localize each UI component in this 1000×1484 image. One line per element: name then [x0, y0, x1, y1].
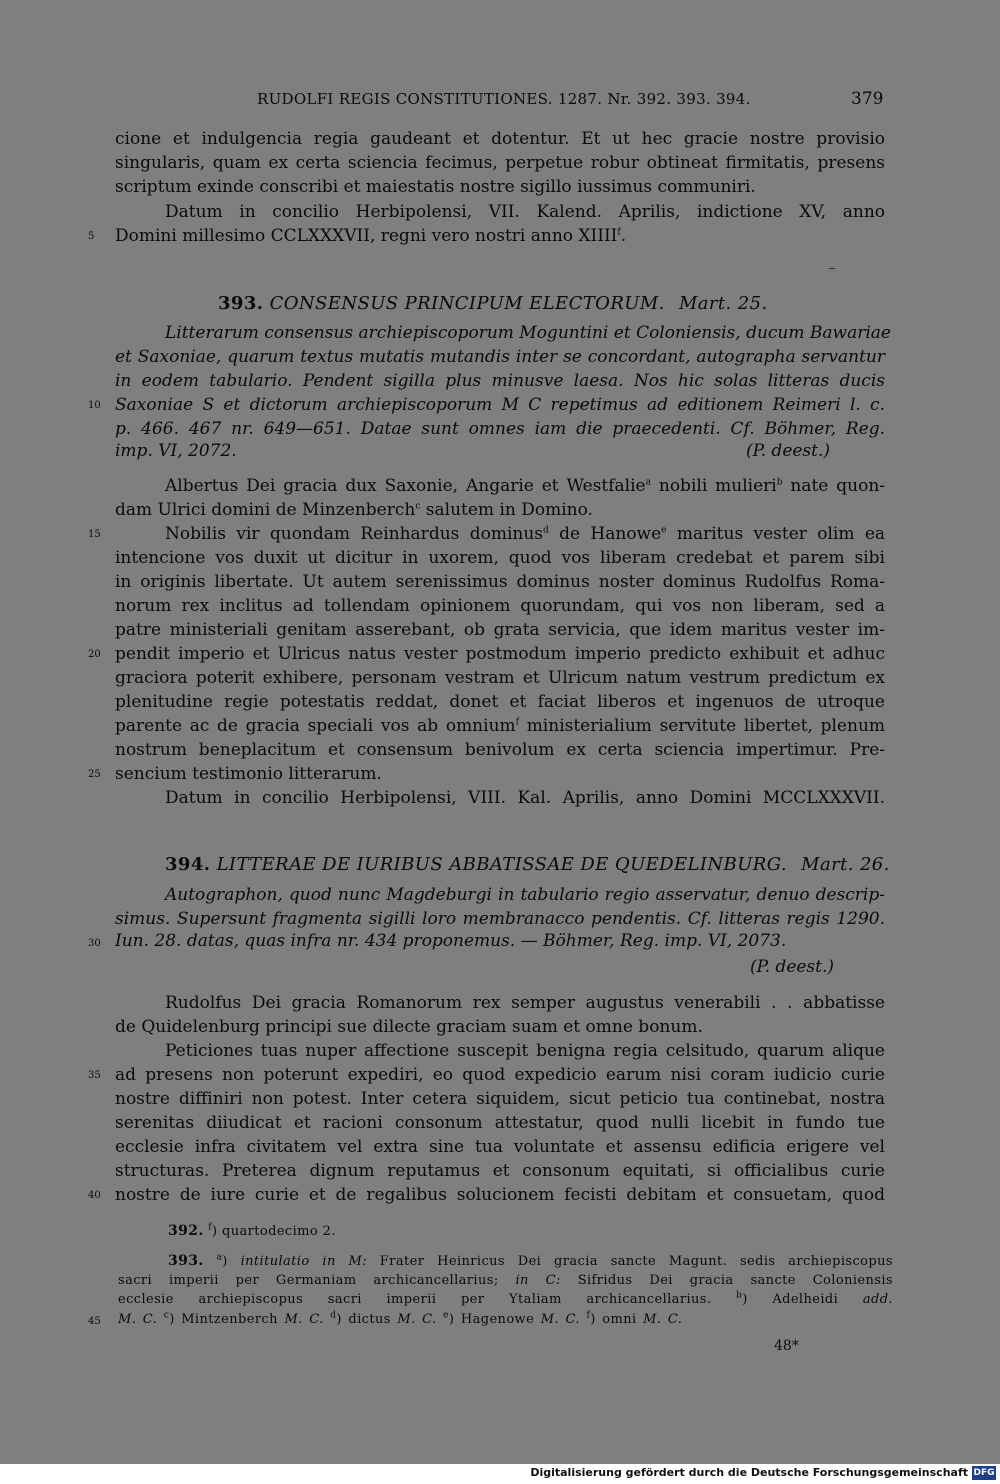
footnote-text: Adelheidi: [772, 1292, 839, 1307]
body-text: nate quon-: [790, 476, 886, 496]
footnote-text: ecclesie archiepiscopus sacri imperii per Ytaliam archicancellarius.: [118, 1292, 712, 1307]
editorial-note-line: et Saxoniae, quarum textus mutatis mutandis inter se concordant, autographa servantur: [115, 347, 885, 367]
footnote-393-line: M. C. $^c$) Mintzenberch M. C. $^d$) dictus M. C. $^e$) Hagenowe M. C. $^f$) omni M. C.: [118, 1310, 683, 1327]
footnote-text: M. C.: [540, 1312, 580, 1327]
footnote-text: add.: [862, 1292, 893, 1307]
footnote-mark: d: [543, 525, 549, 536]
body-line: [165, 522, 885, 546]
body-text: nobili mulieri: [658, 476, 777, 496]
source-note: (P. deest.): [746, 441, 831, 461]
body-line: ecclesie infra civitatem vel extra sine tua voluntate et assensu edificia erigere vel: [115, 1137, 885, 1157]
footnote-text: omni: [602, 1312, 637, 1327]
editorial-note-line: simus. Supersunt fragmenta sigilli loro membranacco pendentis. Cf. litteras regis 1290.: [115, 909, 885, 929]
page-number: 379: [851, 89, 884, 109]
funding-notice: Digitalisierung gefördert durch die Deutsche Forschungsgemeinschaft: [530, 1466, 968, 1479]
line-number: 30: [88, 938, 101, 949]
footnote-392: 392. $^f$) quartodecimo 2.: [168, 1222, 336, 1239]
document-number: 394.: [165, 854, 211, 875]
body-line: cione et indulgencia regia gaudeant et dotentur. Et ut hec gracie nostre provisio: [115, 129, 885, 149]
body-text: salutem in Domino.: [425, 500, 593, 520]
footnote-mark: d: [330, 1310, 337, 1321]
body-text: parente ac de gracia speciali vos ab omnium: [115, 716, 516, 736]
editorial-note-line: p. 466. 467 nr. 649—651. Datae sunt omnes iam die praecedenti. Cf. Böhmer, Reg.: [115, 419, 885, 439]
footnote-text: Sifridus Dei gracia sancte Coloniensis: [577, 1273, 893, 1288]
body-text: Nobilis vir quondam Reinhardus dominus: [165, 524, 544, 544]
footnote-mark: a: [216, 1252, 223, 1263]
body-line: Rudolfus Dei gracia Romanorum rex semper augustus venerabili . . abbatisse: [165, 993, 885, 1013]
body-line: Datum in concilio Herbipolensi, VII. Kalend. Aprilis, indictione XV, anno: [165, 202, 885, 222]
line-number: 45: [88, 1316, 101, 1327]
footnote-393-line: [118, 1271, 893, 1290]
footnote-mark: f: [208, 1222, 212, 1233]
body-line: [165, 474, 885, 498]
footnote-mark: b: [776, 477, 783, 488]
body-line: Datum in concilio Herbipolensi, VIII. Kal. Aprilis, anno Domini MCCLXXXVII.: [165, 788, 885, 808]
footnote-text: sacri imperii per Germaniam archicancellarius;: [118, 1273, 499, 1288]
body-line: ad presens non poterunt expediri, eo quod expedicio earum nisi coram iudicio curie: [115, 1065, 885, 1085]
editorial-note-line: Iun. 28. datas, quas infra nr. 434 proponemus. — Böhmer, Reg. imp. VI, 2073.: [115, 931, 787, 951]
signature-mark: 48*: [774, 1338, 799, 1354]
line-number: 40: [88, 1190, 101, 1201]
footnote-text: in C:: [515, 1273, 561, 1288]
body-line: plenitudine regie potestatis reddat, donet et faciat liberos et ingenuos de utroque: [115, 692, 885, 712]
body-line: intencione vos duxit ut dicitur in uxorem, quod vos liberam credebat et parem sibi: [115, 548, 885, 568]
body-line: nostrum beneplacitum et consensum benivolum ex certa sciencia impertimur. Pre-: [115, 740, 885, 760]
editorial-note-line: Saxoniae S et dictorum archiepiscoporum M C repetimus ad editionem Reimeri l. c.: [115, 395, 885, 415]
line-number: 35: [88, 1070, 101, 1081]
editorial-note-line: in eodem tabulario. Pendent sigilla plus minusve laesa. Nos hic solas litteras ducis: [115, 371, 885, 391]
footnote-text: Hagenowe: [460, 1312, 535, 1327]
divider: [829, 268, 835, 269]
dfg-logo: DFG: [973, 1468, 995, 1478]
footnote-mark: e: [661, 525, 667, 536]
footnote-text: M. C.: [397, 1312, 437, 1327]
editorial-note-line: Litterarum consensus archiepiscoporum Moguntini et Coloniensis, ducum Bawariae: [165, 323, 891, 343]
footnote-393-line: 393. $^a$) intitulatio in M: Frater Heinricus Dei gracia sancte Magunt. sedis archiepiscopus: [168, 1252, 893, 1269]
footnote-text: intitulatio in M:: [240, 1254, 367, 1269]
body-line: graciora poterit exhibere, personam vestram et Ulricum natum vestrum predictum ex: [115, 668, 885, 688]
footnote-text: M. C.: [643, 1312, 683, 1327]
document-heading-393: [218, 293, 768, 314]
footnote-text: Frater Heinricus Dei gracia sancte Magunt. sedis archiepiscopus: [379, 1254, 893, 1269]
footnote-text: M. C.: [284, 1312, 324, 1327]
body-line: pendit imperio et Ulricus natus vester postmodum imperio predicto exhibuit et adhuc: [115, 644, 885, 664]
footnote-mark: f: [586, 1310, 591, 1321]
body-line: nostre de iure curie et de regalibus solucionem fecisti debitam et consuetam, quod: [115, 1185, 885, 1205]
document-date: Mart. 25.: [678, 293, 768, 314]
document-title: LITTERAE DE IURIBUS ABBATISSAE DE QUEDELINBURG.: [216, 854, 787, 875]
body-line: structuras. Preterea dignum reputamus et consonum equitati, si officialibus curie: [115, 1161, 885, 1181]
footnote-mark: f: [617, 227, 621, 238]
body-text: de Hanowe: [559, 524, 662, 544]
footnote-mark: c: [163, 1310, 170, 1321]
document-heading-394: [165, 854, 890, 875]
footnote-text: dictus: [348, 1312, 391, 1327]
body-line: in originis libertate. Ut autem serenissimus dominus noster dominus Rudolfus Roma-: [115, 572, 885, 592]
editorial-note-line: imp. VI, 2072.: [115, 441, 237, 461]
source-note: (P. deest.): [750, 957, 835, 977]
footnote-mark: b: [736, 1290, 743, 1301]
document-number: 393.: [218, 293, 264, 314]
line-number: 20: [88, 649, 101, 660]
footnote-text: quartodecimo 2.: [222, 1224, 336, 1239]
body-line: de Quidelenburg principi sue dilecte graciam suam et omne bonum.: [115, 1017, 703, 1037]
body-line: serenitas diiudicat et racioni consonum attestatur, quod nulli licebit in fundo tue: [115, 1113, 885, 1133]
footnote-mark: f: [515, 717, 519, 728]
body-text: Domini millesimo CCLXXXVII, regni vero nostri anno XIIII: [115, 226, 618, 246]
body-line: Peticiones tuas nuper affectione suscepit benigna regia celsitudo, quarum alique: [165, 1041, 885, 1061]
footnote-mark: a: [645, 477, 651, 488]
footnote-number: 392.: [168, 1223, 204, 1239]
body-line: norum rex inclitus ad tollendam opinionem quorundam, qui vos non liberam, sed a: [115, 596, 885, 616]
body-line: nostre diffiniri non potest. Inter cetera siquidem, sicut peticio tua continebat, nostra: [115, 1089, 885, 1109]
line-number: 5: [88, 231, 95, 242]
body-text: ministerialium servitute libertet, plenum: [526, 716, 886, 736]
body-line: patre ministeriali genitam asserebant, ob grata servicia, que idem maritus vester im-: [115, 620, 885, 640]
body-line: [115, 714, 885, 738]
body-text: dam Ulrici domini de Minzenberch: [115, 500, 416, 520]
footnote-text: M. C.: [118, 1312, 158, 1327]
body-text: Albertus Dei gracia dux Saxonie, Angarie et Westfalie: [165, 476, 646, 496]
running-title: RUDOLFI REGIS CONSTITUTIONES. 1287. Nr. 392. 393. 394.: [257, 90, 751, 108]
footnote-text: Mintzenberch: [181, 1312, 278, 1327]
footnote-number: 393.: [168, 1253, 204, 1269]
body-line: scriptum exinde conscribi et maiestatis nostre sigillo iussimus communiri.: [115, 177, 756, 197]
line-number: 10: [88, 400, 101, 411]
footnote-mark: e: [443, 1310, 449, 1321]
body-line: Domini millesimo CCLXXXVII, regni vero nostri anno XIIII$^f$.: [115, 226, 627, 246]
line-number: 25: [88, 769, 101, 780]
body-line: [115, 498, 885, 522]
editorial-note-line: Autographon, quod nunc Magdeburgi in tabulario regio asservatur, denuo descrip-: [165, 885, 885, 905]
footnote-mark: c: [415, 501, 421, 512]
body-text: maritus vester olim ea: [676, 524, 886, 544]
line-number: 15: [88, 529, 101, 540]
body-line: sencium testimonio litterarum.: [115, 764, 382, 784]
body-line: singularis, quam ex certa sciencia fecimus, perpetue robur obtineat firmitatis, presens: [115, 153, 885, 173]
footnote-393-line: ecclesie archiepiscopus sacri imperii per Ytaliam archicancellarius. $^b$) Adelheidi add.: [118, 1290, 893, 1307]
document-date: Mart. 26.: [801, 854, 890, 875]
document-title: CONSENSUS PRINCIPUM ELECTORUM.: [269, 293, 665, 314]
